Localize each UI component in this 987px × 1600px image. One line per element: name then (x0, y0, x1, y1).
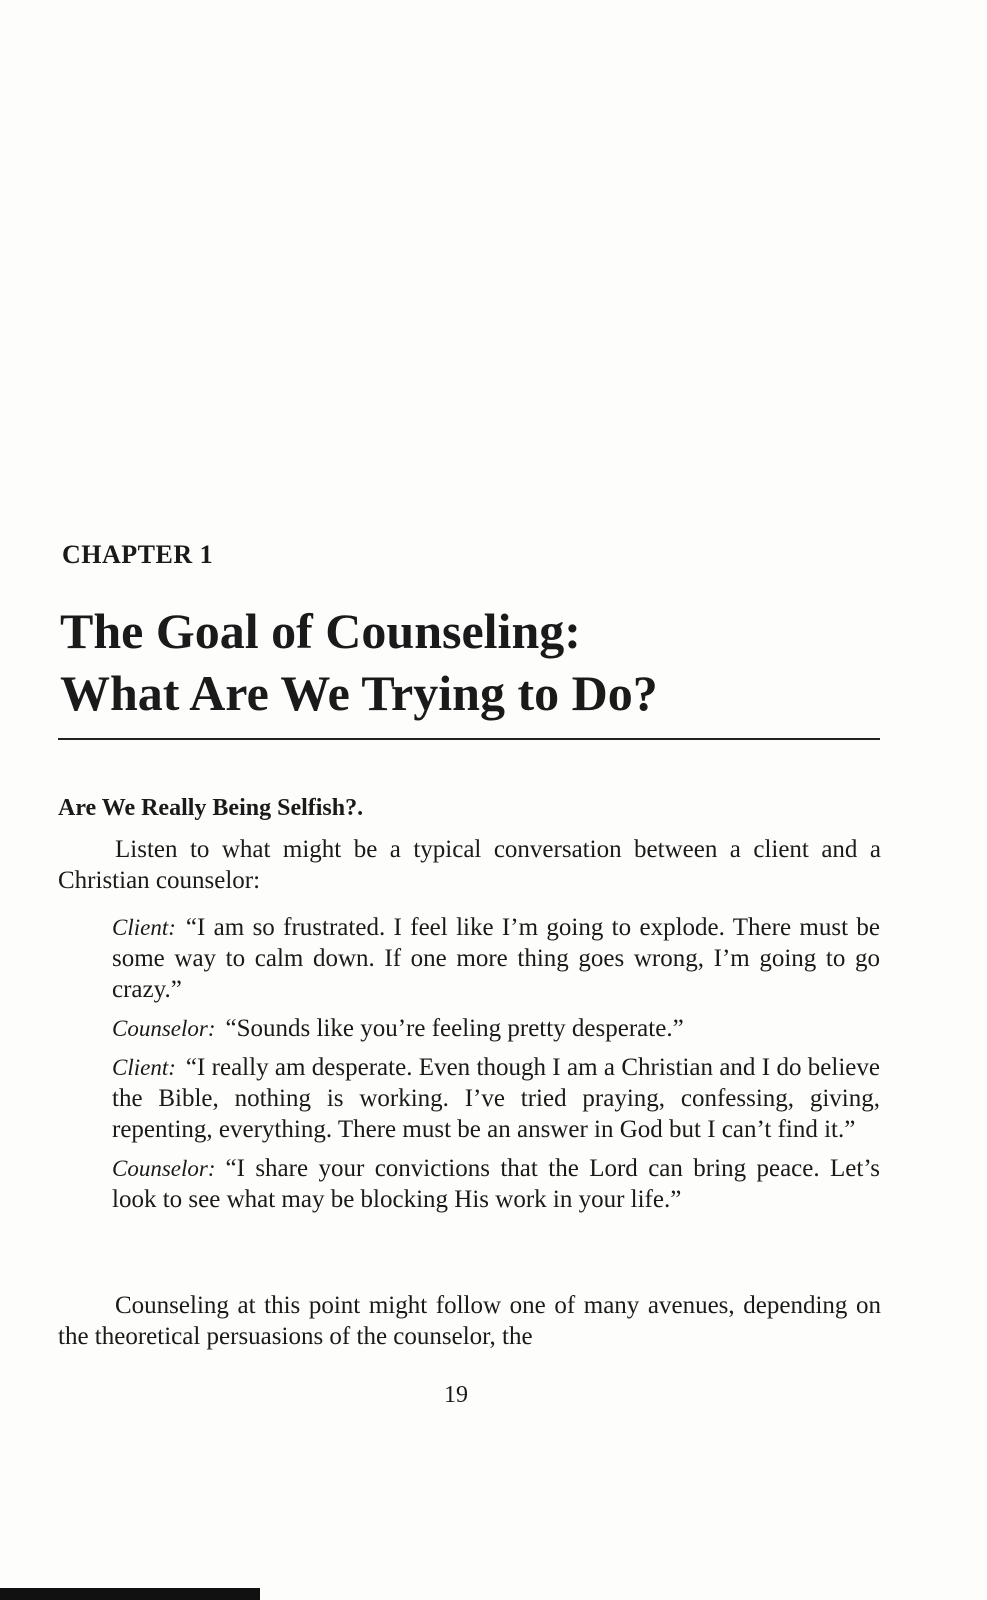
dialogue-text: “I share your convictions that the Lord can bring peace. Let’s look to see what may be blocking His work in your life.” (112, 1155, 880, 1213)
speaker-label: Counselor: (112, 1156, 216, 1181)
page-number: 19 (444, 1382, 468, 1408)
page-edge-shadow (0, 1588, 260, 1600)
title-rule (58, 738, 880, 740)
dialogue-block (112, 912, 880, 1223)
dialogue-turn (112, 1153, 880, 1215)
chapter-title-line-2: What Are We Trying to Do? (60, 665, 658, 721)
chapter-title-line-1: The Goal of Counseling: (60, 603, 581, 659)
closing-paragraph: Counseling at this point might follow one of many avenues, depending on the theoretical persuasions of the counselor, the (58, 1292, 881, 1350)
dialogue-text: “I really am desperate. Even though I am a Christian and I do believe the Bible, nothing is working. I’ve tried praying, confessing, giving, repenting, everything. There must be an answer in God but I can’t find it.” (112, 1054, 880, 1143)
dialogue-text: “Sounds like you’re feeling pretty desperate.” (225, 1015, 684, 1042)
dialogue-turn (112, 1052, 880, 1145)
speaker-label: Client: (112, 915, 176, 940)
chapter-title (60, 600, 880, 724)
section-heading: Are We Really Being Selfish?. (58, 795, 364, 821)
speaker-label: Counselor: (112, 1016, 216, 1041)
dialogue-text: “I am so frustrated. I feel like I’m going to explode. There must be some way to calm down. If one more thing goes wrong, I’m going to go crazy.” (112, 914, 880, 1003)
dialogue-turn (112, 912, 880, 1005)
dialogue-turn (112, 1013, 880, 1044)
speaker-label: Client: (112, 1055, 176, 1080)
chapter-label: CHAPTER 1 (62, 540, 214, 569)
intro-paragraph: Listen to what might be a typical conversation between a client and a Christian counselor: (58, 836, 881, 894)
